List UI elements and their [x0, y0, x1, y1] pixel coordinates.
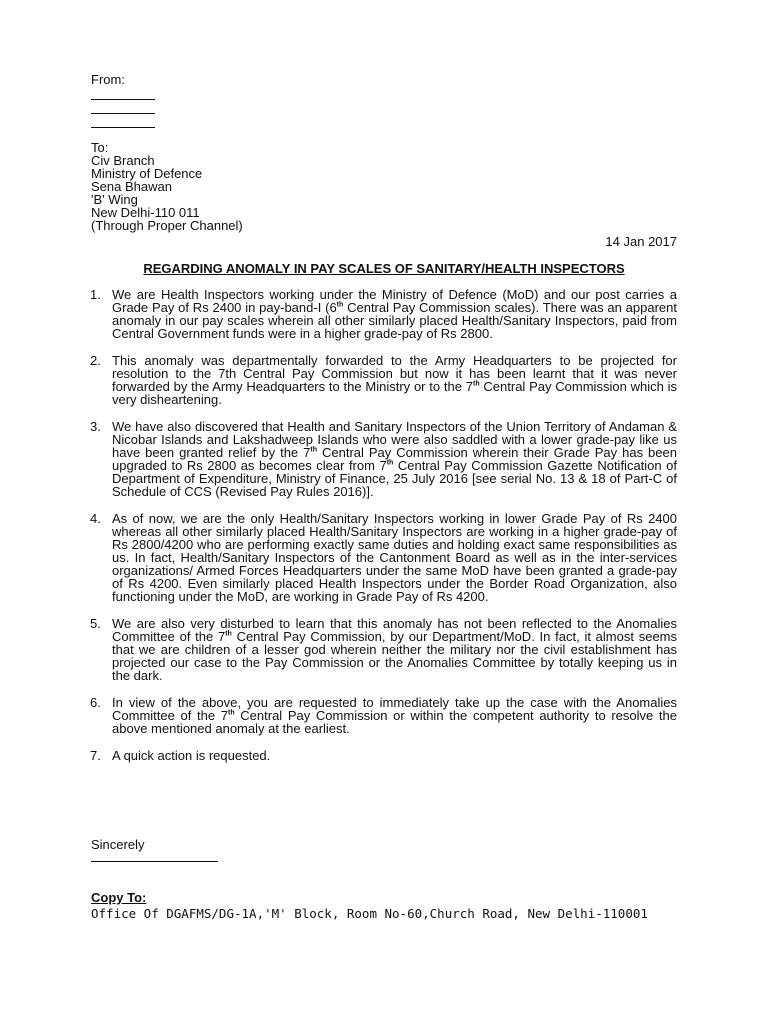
from-blank-line-2 — [91, 101, 155, 114]
to-block — [91, 141, 243, 232]
list-item: 2. This anomaly was departmentally forwarded to the Army Headquarters to be projected for resolution to the 7th Central Pay Commission but now it has been learnt that it was never forwarded by the Army Headquarters to the Ministry or to the 7th Central Pay Commission which is very disheartening. — [90, 353, 677, 407]
item-number: 3. — [90, 419, 101, 434]
from-blank-line-3 — [91, 115, 155, 128]
from-block — [91, 73, 155, 129]
item-number: 4. — [90, 511, 101, 526]
list-item: 6. In view of the above, you are requested to immediately take up the case with the Anomalies Committee of the 7th Central Pay Commission or within the competent authority to resolve the above mentioned anomaly at the earliest. — [90, 695, 678, 736]
item-number: 1. — [90, 287, 101, 302]
subject-heading: REGARDING ANOMALY IN PAY SCALES OF SANITARY/HEALTH INSPECTORS — [143, 261, 625, 276]
item-number: 2. — [90, 353, 101, 368]
from-blank-line-1 — [91, 87, 155, 100]
signature-line — [91, 849, 218, 862]
to-label: To: — [91, 140, 109, 155]
list-item: 4. As of now, we are the only Health/Sanitary Inspectors working in lower Grade Pay of Rs 2400 whereas all other similarly placed Health/Sanitary Inspectors are working in a higher grade-pay of Rs 2800/4200 who are performing exactly same duties and holding exact same responsibilities as us. In fact, Health/Sanitary Inspectors of the Cantonment Board as well as in the inter-services organizations/ Armed Forces Headquarters under the same MoD have been granted a grade-pay of Rs 4200. Even similarly placed Health Inspectors under the Border Road Organization, also functioning under the MoD, are working in Grade Pay of Rs 4200. — [90, 511, 677, 604]
to-line: (Through Proper Channel) — [91, 218, 243, 233]
to-line: 'B' Wing — [91, 192, 138, 207]
list-item: 1. We are Health Inspectors working under the Ministry of Defence (MoD) and our post carries a Grade Pay of Rs 2400 in pay-band-I (6th Central Pay Commission scales). There was an apparent anomaly in our pay scales wherein all other similarly placed Health/Sanitary Inspectors, paid from Central Government funds were in a higher grade-pay of Rs 2800. — [90, 287, 677, 341]
list-item: 7. A quick action is requested. — [90, 748, 271, 763]
list-item: 5. We are also very disturbed to learn that this anomaly has not been reflected to the Anomalies Committee of the 7th Central Pay Commission, by our Department/MoD. In fact, it almost seems that we are children of a lesser god wherein neither the military nor the civil establishment has projected our case to the Pay Commission or the Anomalies Committee by totally keeping us in the dark. — [90, 616, 677, 683]
from-label: From: — [91, 72, 125, 87]
closing-salutation: Sincerely — [91, 837, 145, 852]
copy-to-address: Office Of DGAFMS/DG-1A,'M' Block, Room No-60,Church Road, New Delhi-110001 — [91, 906, 648, 921]
letter-date: 14 Jan 2017 — [605, 234, 677, 249]
numbered-paragraphs — [90, 287, 678, 763]
to-line: New Delhi-110 011 — [91, 205, 200, 220]
to-line: Civ Branch — [91, 153, 155, 168]
item-number: 5. — [90, 616, 101, 631]
copy-to-label: Copy To: — [91, 890, 147, 905]
item-number: 7. — [90, 748, 101, 763]
to-line: Ministry of Defence — [91, 166, 203, 181]
list-item: 3. We have also discovered that Health and Sanitary Inspectors of the Union Territory of Andaman & Nicobar Islands and Lakshadweep Islands who were also saddled with a lower grade-pay like us have been granted relief by the 7th Central Pay Commission wherein their Grade Pay has been upgraded to Rs 2800 as becomes clear from 7th Central Pay Commission Gazette Notification of Department of Expenditure, Ministry of Finance, 25 July 2016 [see serial No. 13 & 18 of Part-C of Schedule of CCS (Revised Pay Rules 2016)]. — [90, 419, 677, 499]
item-number: 6. — [90, 695, 101, 710]
to-line: Sena Bhawan — [91, 179, 172, 194]
